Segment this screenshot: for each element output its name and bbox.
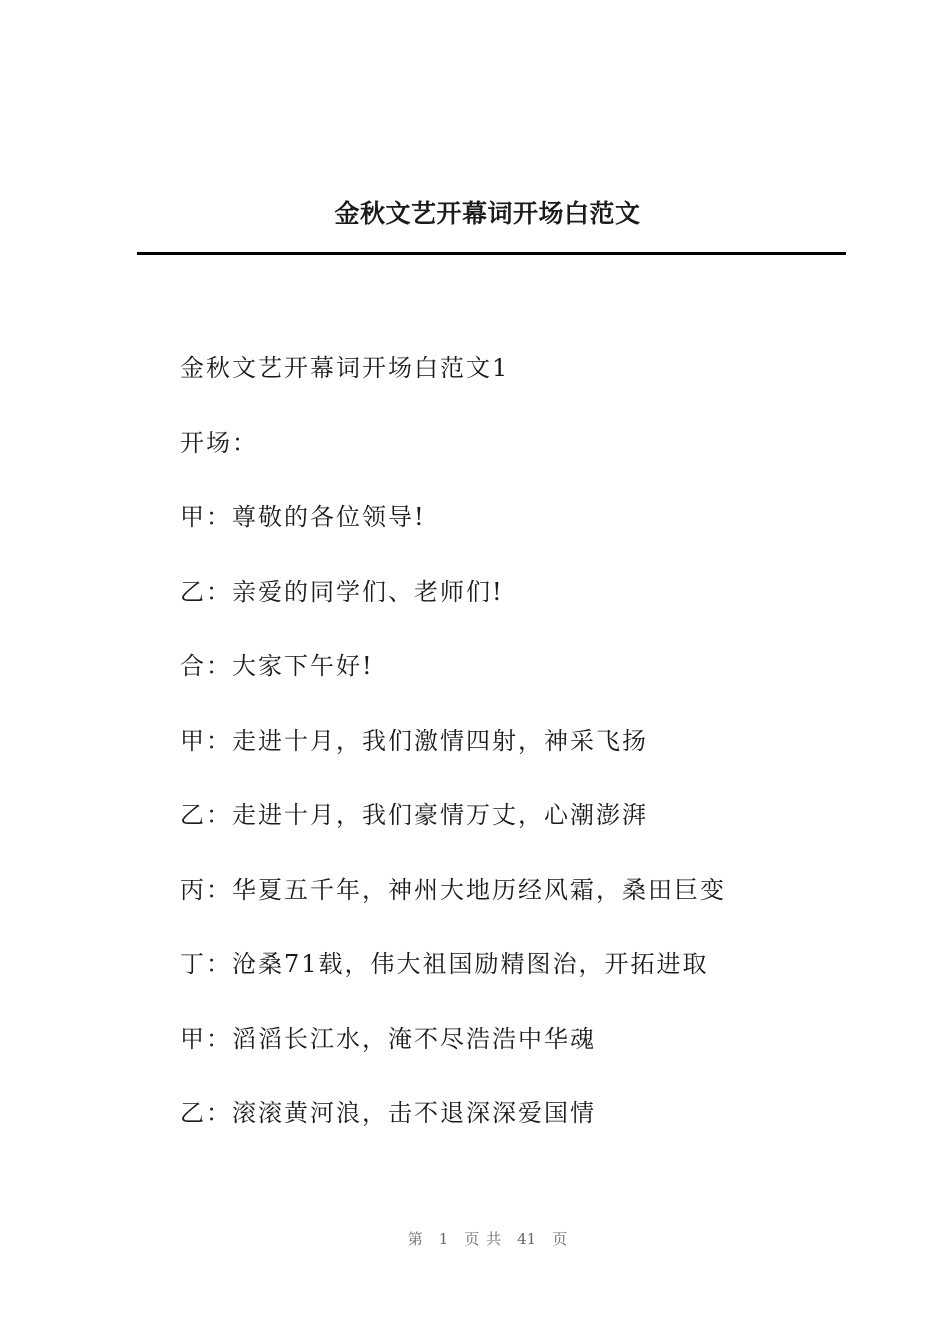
body-line: 乙：走进十月，我们豪情万丈，心潮澎湃 <box>180 801 648 829</box>
page-footer <box>0 1228 950 1250</box>
footer-page-prefix: 第 <box>407 1230 423 1248</box>
body-line: 开场： <box>180 428 258 457</box>
title-divider <box>137 252 846 255</box>
footer-page-mid: 页 共 <box>464 1230 502 1248</box>
body-line: 金秋文艺开幕词开场白范文1 <box>180 354 510 382</box>
body-line: 甲：走进十月，我们激情四射，神采飞扬 <box>180 726 648 755</box>
body-line: 丙：华夏五千年，神州大地历经风霜，桑田巨变 <box>180 875 726 904</box>
footer-page-total: 41 <box>517 1230 537 1248</box>
body-line: 合：大家下午好! <box>180 652 374 680</box>
body-line: 甲：尊敬的各位领导! <box>180 503 426 531</box>
body-line: 乙：亲爱的同学们、老师们! <box>180 577 504 606</box>
body-line: 甲：滔滔长江水，淹不尽浩浩中华魂 <box>180 1024 596 1053</box>
body-line: 乙：滚滚黄河浪，击不退深深爱国情 <box>180 1099 596 1127</box>
body-line: 丁：沧桑71载，伟大祖国励精图治，开拓进取 <box>180 950 709 978</box>
footer-page-suffix: 页 <box>552 1230 568 1248</box>
document-body <box>180 350 820 1170</box>
document-title: 金秋文艺开幕词开场白范文 <box>334 199 641 228</box>
footer-page-number: 1 <box>438 1230 449 1248</box>
